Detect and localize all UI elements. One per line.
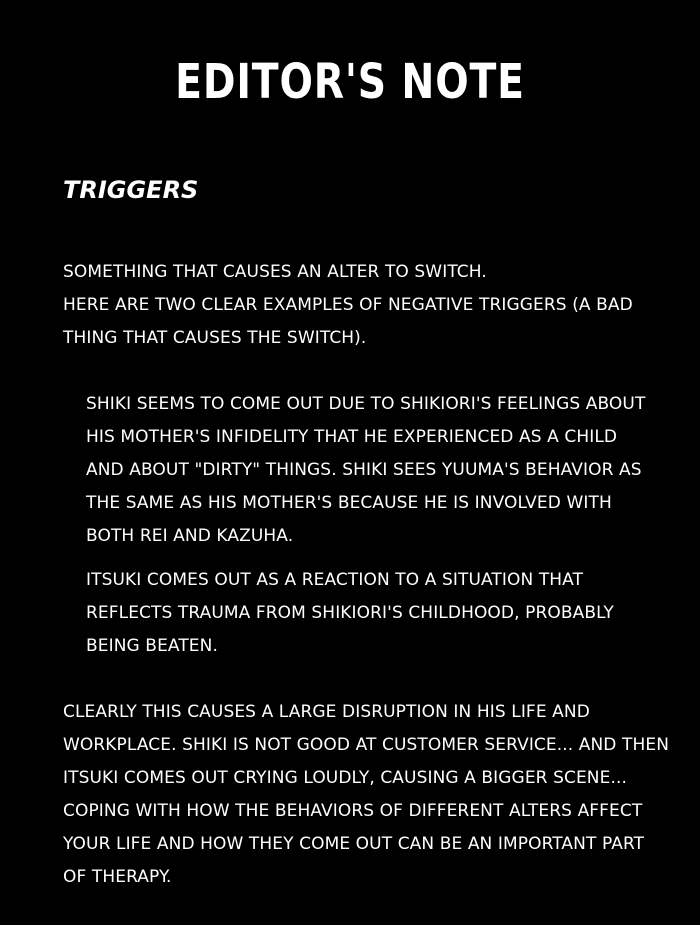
closing-line: OF THERAPY. [63, 867, 172, 887]
examples-list [86, 388, 646, 674]
example-line: BEING BEATEN. [86, 636, 218, 656]
example-shiki [86, 388, 646, 553]
page-title: EDITOR'S NOTE [175, 54, 525, 110]
example-line: THE SAME AS HIS MOTHER'S BECAUSE HE IS INVOLVED WITH [86, 493, 612, 513]
example-line: ITSUKI COMES OUT AS A REACTION TO A SITUATION THAT [86, 570, 584, 590]
example-itsuki [86, 564, 646, 663]
closing-line: COPING WITH HOW THE BEHAVIORS OF DIFFERENT ALTERS AFFECT [63, 801, 643, 821]
intro-line: THING THAT CAUSES THE SWITCH). [63, 328, 367, 348]
example-line: SHIKI SEEMS TO COME OUT DUE TO SHIKIORI'S FEELINGS ABOUT [86, 394, 646, 414]
closing-line: YOUR LIFE AND HOW THEY COME OUT CAN BE AN IMPORTANT PART [63, 834, 645, 854]
example-line: REFLECTS TRAUMA FROM SHIKIORI'S CHILDHOOD, PROBABLY [86, 603, 614, 623]
intro-paragraph [63, 256, 663, 355]
example-line: AND ABOUT "DIRTY" THINGS. SHIKI SEES YUUMA'S BEHAVIOR AS [86, 460, 642, 480]
closing-line: ITSUKI COMES OUT CRYING LOUDLY, CAUSING A BIGGER SCENE... [63, 768, 627, 788]
example-line: HIS MOTHER'S INFIDELITY THAT HE EXPERIENCED AS A CHILD [86, 427, 618, 447]
closing-line: WORKPLACE. SHIKI IS NOT GOOD AT CUSTOMER SERVICE... AND THEN [63, 735, 670, 755]
intro-line: SOMETHING THAT CAUSES AN ALTER TO SWITCH. [63, 262, 487, 282]
closing-line: CLEARLY THIS CAUSES A LARGE DISRUPTION IN HIS LIFE AND [63, 702, 590, 722]
section-heading-triggers: TRIGGERS [63, 176, 199, 204]
closing-paragraph [63, 696, 683, 894]
intro-line: HERE ARE TWO CLEAR EXAMPLES OF NEGATIVE TRIGGERS (A BAD [63, 295, 633, 315]
example-line: BOTH REI AND KAZUHA. [86, 526, 294, 546]
